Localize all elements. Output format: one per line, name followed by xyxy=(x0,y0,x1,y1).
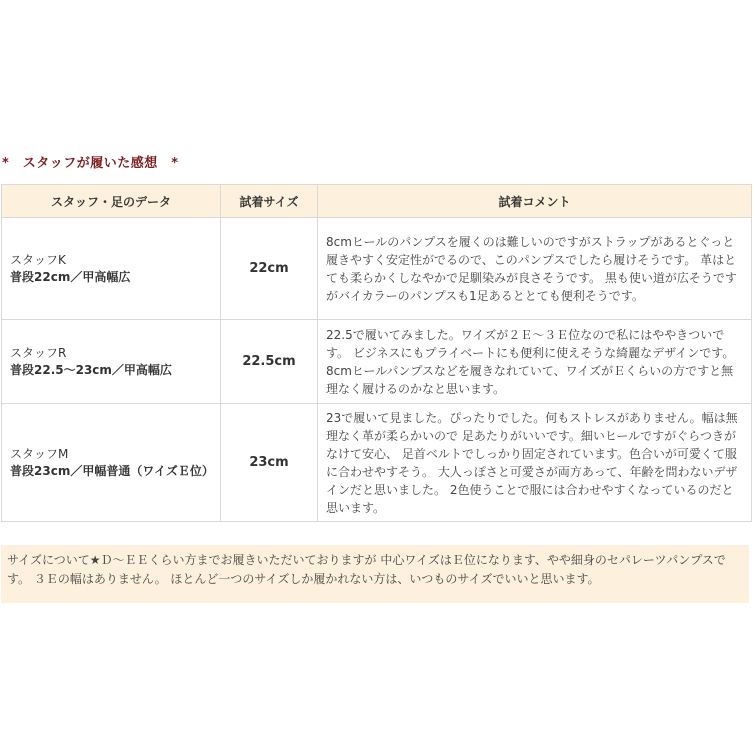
header-trial-size: 試着サイズ xyxy=(221,185,318,218)
table-header-row xyxy=(2,185,752,218)
header-staff-data: スタッフ・足のデータ xyxy=(2,185,221,218)
trial-size: 22.5cm xyxy=(221,320,318,404)
header-trial-comment: 試着コメント xyxy=(318,185,752,218)
trial-size: 23cm xyxy=(221,404,318,522)
table-row xyxy=(2,404,752,522)
table-row xyxy=(2,320,752,404)
trial-size: 22cm xyxy=(221,218,318,320)
staff-cell xyxy=(2,404,221,522)
trial-comment: 8cmヒールのパンプスを履くのは難しいのですがストラップがあるとぐっと履きやすく安定性がでるので、このパンプスでしたら履けそうです。 革はとても柔らかくしなやかで足馴染みが良さそうです。 黒も使い道が広そうですがバイカラーのパンプスも1足あるととても便利そうです。 xyxy=(318,218,752,320)
staff-cell xyxy=(2,320,221,404)
staff-foot-data: 普段22.5～23cm／甲高幅広 xyxy=(10,362,172,377)
section-title: * スタッフが履いた感想 * xyxy=(2,156,179,171)
staff-review-table xyxy=(1,184,752,522)
staff-foot-data: 普段23cm／甲幅普通（ワイズＥ位） xyxy=(10,463,214,478)
size-notice: サイズについて★Ｄ～ＥＥくらい方までお履きいただいておりますが 中心ワイズはＥ位になります、やや細身のセパレーツパンプスです。 ３Ｅの幅はありません。 ほとんど一つのサイズしか履かれない方は、いつものサイズでいいと思います。 xyxy=(1,545,749,603)
staff-name: スタッフK xyxy=(10,252,66,267)
staff-foot-data: 普段22cm／甲高幅広 xyxy=(10,269,131,284)
table-row xyxy=(2,218,752,320)
trial-comment: 23で履いて見ました。ぴったりでした。何もストレスがありません。幅は無理なく革が柔らかいので 足あたりがいいです。細いヒールですがぐらつきがなけて安心、 足首ベルトでしっかり固定されています。色合いが可愛くて服に合わせやすそう。 大人っぽさと可愛さが両方あって、年齢を問わないデザインだと思いました。 2色使うことで服には合わせやすくなっているのだと思います。 xyxy=(318,404,752,522)
staff-name: スタッフR xyxy=(10,345,67,360)
trial-comment: 22.5で履いてみました。ワイズが２Ｅ～３Ｅ位なので私にはややきついです。 ビジネスにもプライベートにも便利に使えそうな綺麗なデザインです。 8cmヒールパンプスなどを履きなれていて、ワイズがＥくらいの方ですと無理なく履けるのかなと思います。 xyxy=(318,320,752,404)
staff-cell xyxy=(2,218,221,320)
staff-name: スタッフM xyxy=(10,446,69,461)
